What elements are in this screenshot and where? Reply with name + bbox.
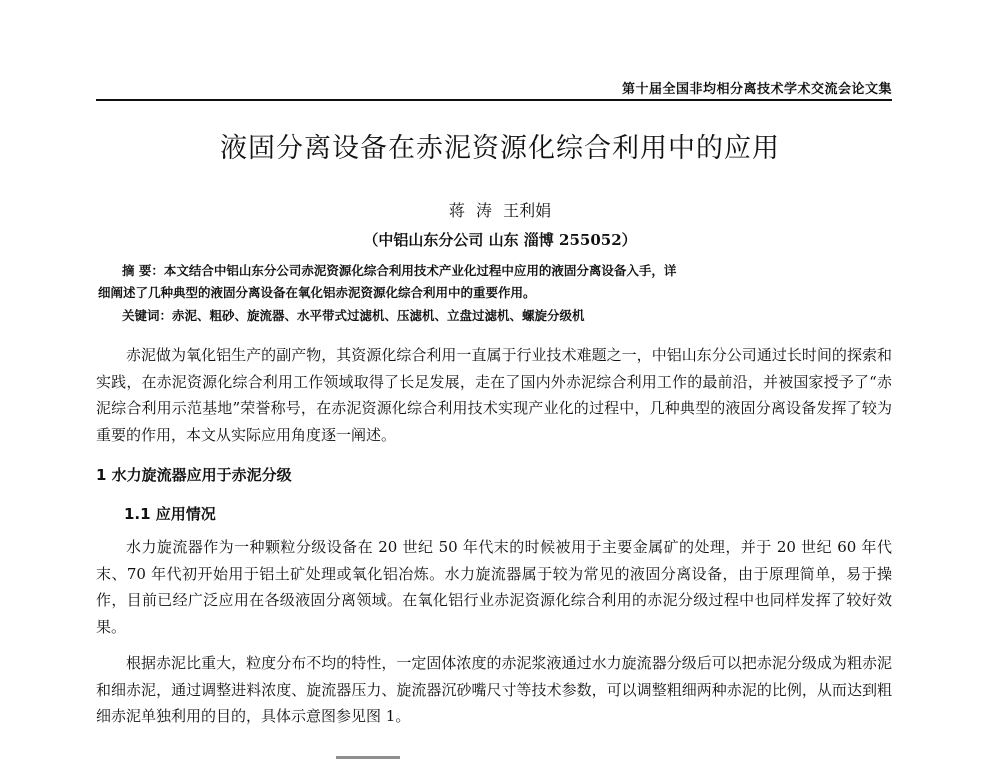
abstract <box>98 260 798 304</box>
running-header: 第十届全国非均相分离技术学术交流会论文集 <box>621 82 892 97</box>
keywords: 关键词：赤泥、粗砂、旋流器、水平带式过滤机、压滤机、立盘过滤机、螺旋分级机 <box>122 308 585 323</box>
subsection-heading-1-1: 1.1 应用情况 <box>124 505 216 523</box>
intro-paragraph: 赤泥做为氧化铝生产的副产物，其资源化综合利用一直属于行业技术难题之一，中铝山东分公司通过长时间的探索和实践，在赤泥资源化综合利用工作领域取得了长足发展，走在了国内外赤泥综合利用工作的最前沿，并被国家授予了“赤泥综合利用示范基地”荣誉称号，在赤泥资源化综合利用技术实现产业化的过程中，几种典型的液固分离设备发挥了较为重要的作用，本文从实际应用角度逐一阐述。 <box>96 346 892 444</box>
cropped-figure-label <box>336 752 400 764</box>
abstract-line-2: 细阐述了几种典型的液固分离设备在氧化铝赤泥资源化综合利用中的重要作用。 <box>98 285 536 300</box>
paragraph-1-1-a: 水力旋流器作为一种颗粒分级设备在 20 世纪 50 年代末的时候被用于主要金属矿的处理，并于 20 世纪 60 年代末、70 年代初开始用于铝土矿处理或氧化铝冶炼。水力旋流器属于较为常见的液固分离设备，由于原理简单，易于操作，目前已经广泛应用在各级液固分离领域。在氧化铝行业赤泥资源化综合利用的赤泥分级过程中也同样发挥了较好效果。 <box>96 538 892 636</box>
affiliation: （中铝山东分公司 山东 淄博 255052） <box>363 231 637 249</box>
authors: 蒋 涛 王利娟 <box>448 201 552 220</box>
paper-title: 液固分离设备在赤泥资源化综合利用中的应用 <box>220 133 780 164</box>
header-rule <box>96 99 892 101</box>
paragraph-1-1-b: 根据赤泥比重大，粒度分布不均的特性，一定固体浓度的赤泥浆液通过水力旋流器分级后可以把赤泥分级成为粗赤泥和细赤泥，通过调整进料浓度、旋流器压力、旋流器沉砂嘴尺寸等技术参数，可以调整粗细两种赤泥的比例，从而达到粗细赤泥单独利用的目的，具体示意图参见图 1。 <box>96 654 892 725</box>
section-heading-1: 1 水力旋流器应用于赤泥分级 <box>96 466 292 484</box>
abstract-line-1: 摘 要：本文结合中铝山东分公司赤泥资源化综合利用技术产业化过程中应用的液固分离设备入手，详 <box>122 263 677 278</box>
